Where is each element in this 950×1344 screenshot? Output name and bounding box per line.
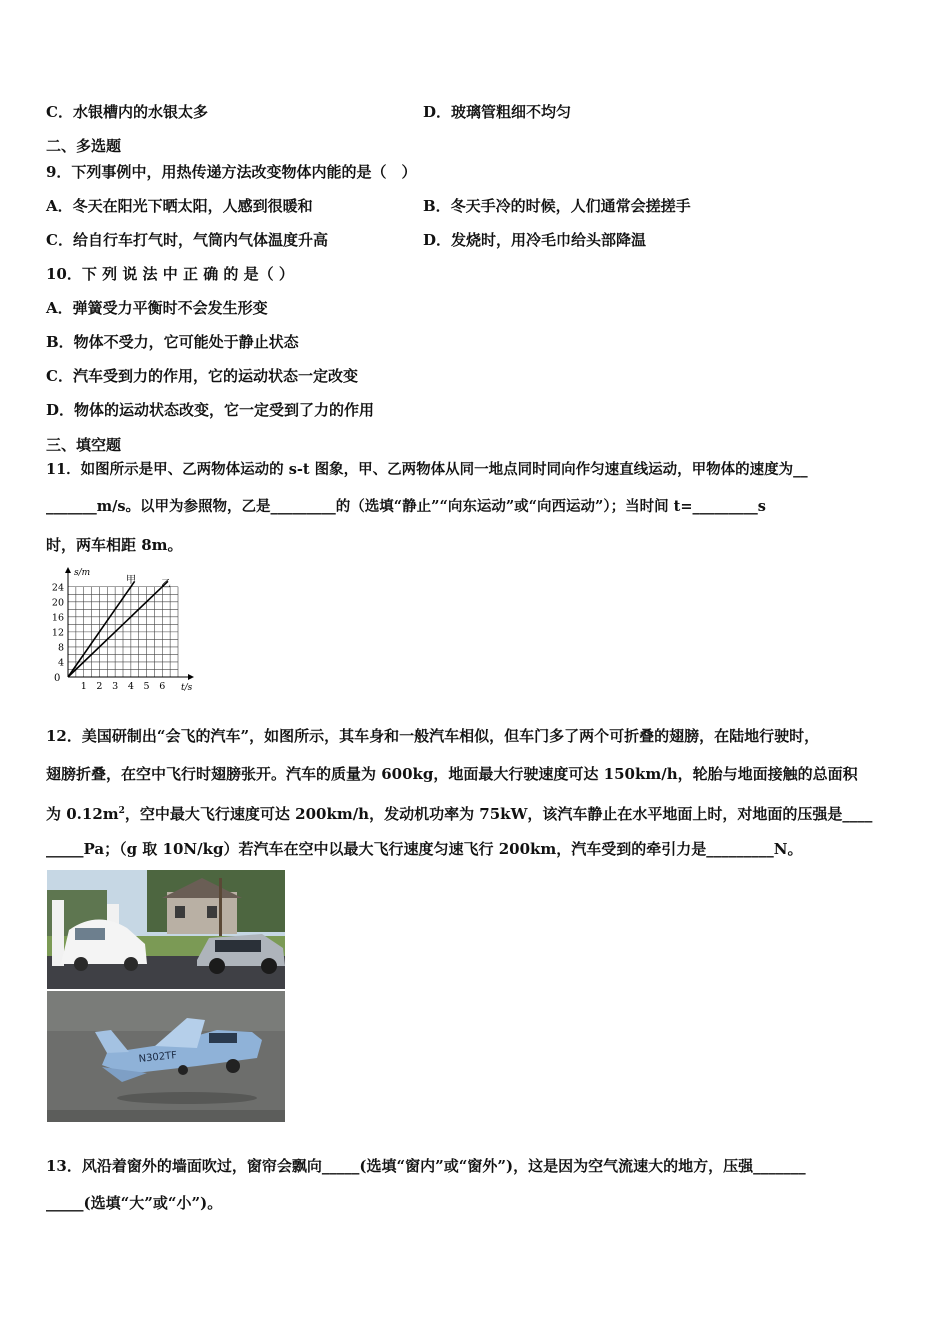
y-tick-label: 16 [51,612,64,624]
x-tick-label: 2 [96,681,103,692]
q9-stem: 9．下列事例中，用热传递方法改变物体内能的是（ ） [46,163,417,181]
q10-option-a: A．弹簧受力平衡时不会发生形变 [46,299,268,317]
q12-line-3-end: ，空中最大飞行速度可达 200km/h，发动机功率为 75kW，该汽车静止在水平地面上时，对地面的压强是____ [124,805,873,823]
q11-line-3: 时，两车相距 8m。 [46,536,183,554]
q10-stem: 10．下 列 说 法 中 正 确 的 是（ ） [46,265,294,283]
x-axis-arrow [188,674,194,680]
graph-ylabel: s/m [74,568,91,578]
section-heading-fill-in: 三、填空题 [46,436,122,454]
graph-series [68,581,168,677]
q12-line-2: 翅膀折叠，在空中飞行时翅膀张开。汽车的质量为 600kg，地面最大行驶速度可达 150km/h，轮胎与地面接触的总面积 [46,765,858,783]
q13-line-2: _____(选填“大”或“小”)。 [46,1194,223,1212]
x-tick-label: 3 [112,681,119,692]
q8-option-c: C．水银槽内的水银太多 [46,103,208,121]
q9-row-ab [46,196,691,216]
q12-line-3 [46,801,872,824]
series-line-jia [68,581,135,677]
x-tick-label: 1 [80,681,87,692]
y-tick-label: 20 [51,597,64,609]
graph-grid [68,587,178,677]
y-axis-arrow [65,567,71,573]
q10-option-b: B．物体不受力，它可能处于静止状态 [46,333,299,351]
graph-xlabel: t/s [181,683,193,693]
q9-option-a: A．冬天在阳光下晒太阳，人感到很暖和 [46,197,313,215]
q8-option-d: D．玻璃管粗细不均匀 [423,103,572,121]
q9-option-b: B．冬天手冷的时候，人们通常会搓搓手 [423,197,691,215]
q12-line-4: _____Pa；（g 取 10N/kg）若汽车在空中以最大飞行速度匀速飞行 200km，汽车受到的牵引力是_________N。 [46,840,803,858]
x-tick-label: 6 [159,681,166,692]
q8-options [46,102,572,122]
series-line-yi [68,581,168,677]
graph-label-jia: 甲 [126,575,136,586]
q9-row-cd [46,230,647,250]
q10-option-c: C．汽车受到力的作用，它的运动状态一定改变 [46,367,358,385]
x-tick-label: 5 [143,681,150,692]
q11-line-2: _______m/s。以甲为参照物，乙是_________的（选填“静止”“向东运动”或“向西运动”）；当时间 t=_________s [46,498,766,515]
y-tick-label: 4 [57,657,64,669]
q11-line-1: 11．如图所示是甲、乙两物体运动的 s-t 图象，甲、乙两物体从同一地点同时同向作匀速直线运动，甲物体的速度为__ [46,461,808,478]
q9-option-d: D．发烧时，用冷毛巾给头部降温 [423,231,647,249]
q12-line-1: 12．美国研制出“会飞的汽车”，如图所示，其车身和一般汽车相似，但车门多了两个可折叠的翅膀，在陆地行驶时， [46,727,820,745]
q13-line-1: 13．风沿着窗外的墙面吹过，窗帘会飘向_____(选填“窗内”或“窗外”)，这是因为空气流速大的地方，压强_______ [46,1157,806,1175]
q9-option-c: C．给自行车打气时，气筒内气体温度升高 [46,231,328,249]
q12-superscript: 2 [118,806,125,816]
graph-label-yi: 乙 [161,579,171,590]
y-tick-label: 8 [57,642,64,654]
graph-origin: 0 [54,673,61,684]
y-tick-label: 12 [51,627,64,639]
section-heading-multiple-choice: 二、多选题 [46,137,122,155]
x-tick-label: 4 [127,681,134,692]
st-graph [44,563,204,698]
flying-car-photo [47,870,285,1122]
y-tick-label: 24 [51,582,64,594]
q12-line-3-start: 为 0.12m [46,805,119,823]
q10-option-d: D．物体的运动状态改变，它一定受到了力的作用 [46,401,375,419]
flying-car-plate: N302TF [138,1050,178,1065]
